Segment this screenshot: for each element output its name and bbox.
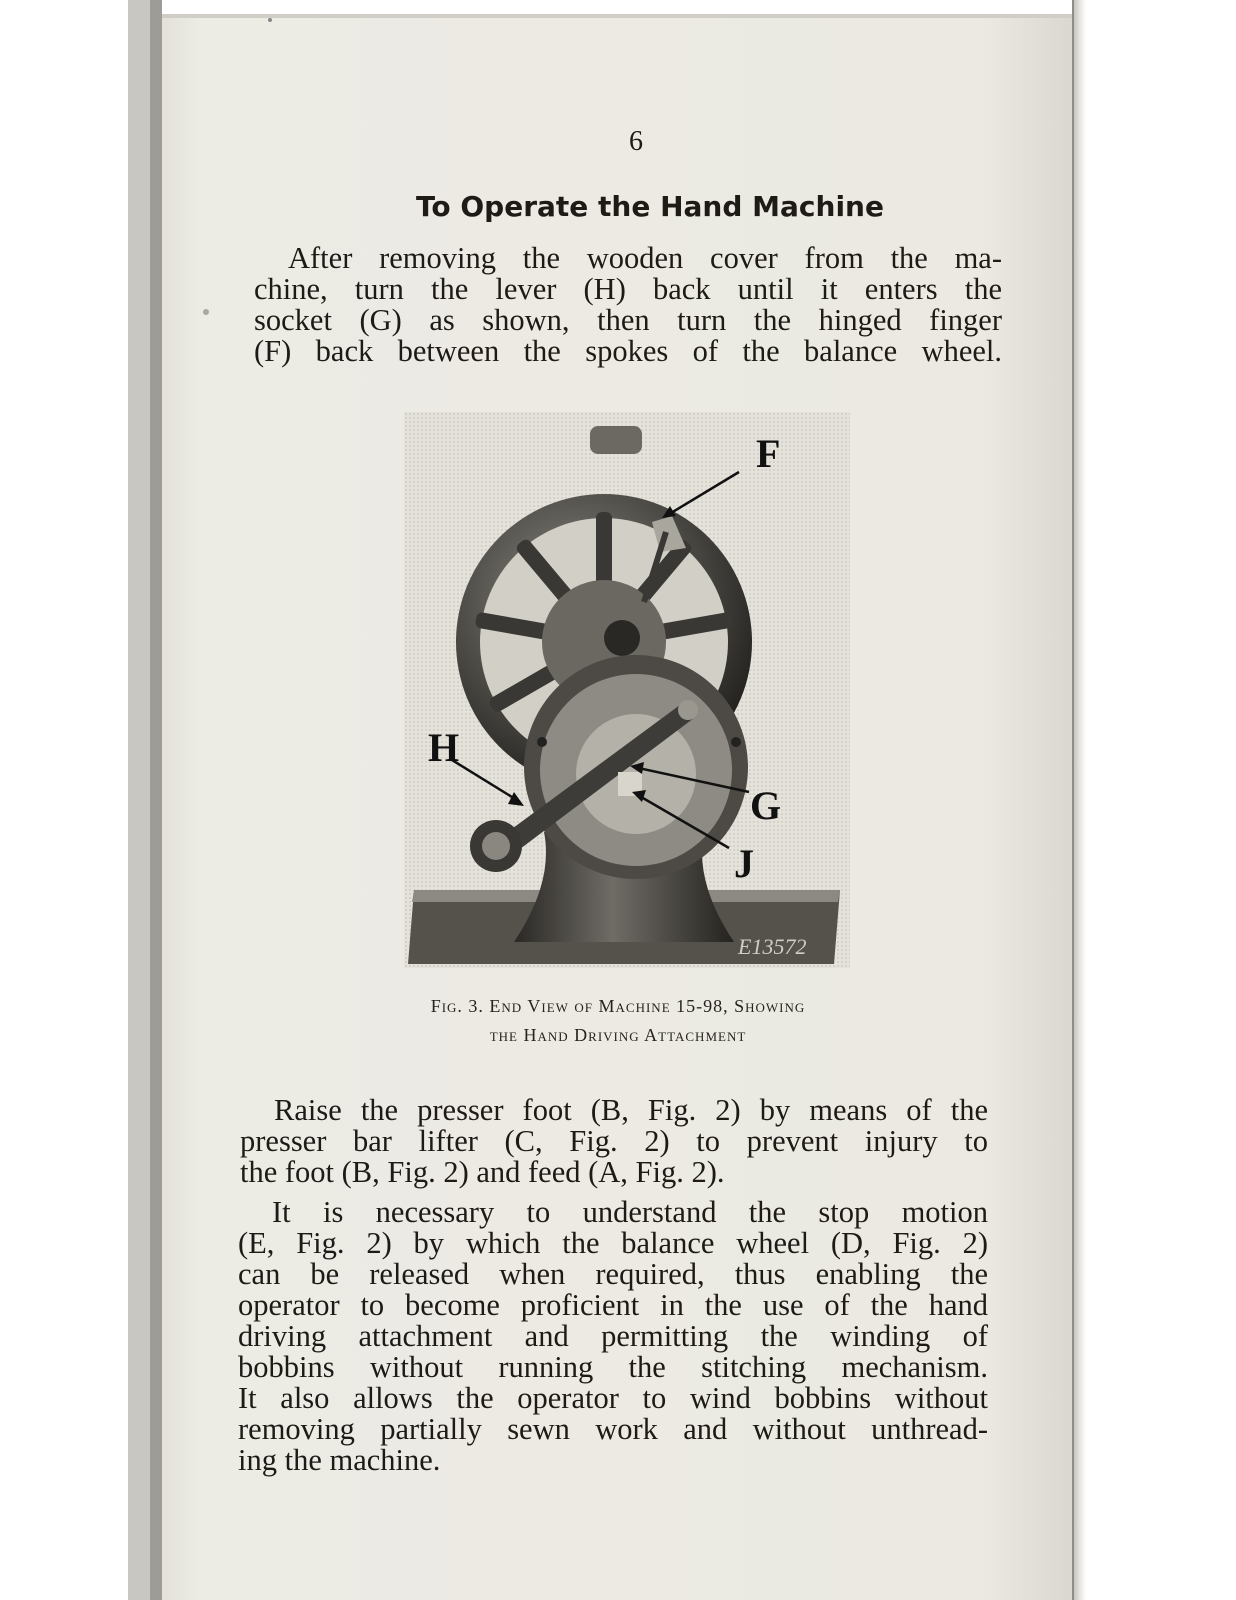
text-line: removing partially sewn work and without unthread- xyxy=(238,1412,988,1446)
text-line: driving attachment and permitting the winding of xyxy=(238,1319,988,1353)
caption-line: Fig. 3. End View of Machine 15-98, Showing xyxy=(430,996,806,1016)
label-h: H xyxy=(428,725,460,770)
text-line: can be released when required, thus enabling the xyxy=(238,1257,988,1291)
paragraph-stop-motion xyxy=(238,1197,988,1476)
text-line: presser bar lifter (C, Fig. 2) to prevent injury to xyxy=(240,1124,988,1158)
paragraph-presser-foot xyxy=(240,1095,988,1188)
text-line: (E, Fig. 2) by which the balance wheel (D, Fig. 2) xyxy=(238,1226,988,1260)
text-line: After removing the wooden cover from the ma- xyxy=(288,241,1002,275)
paragraph-intro xyxy=(254,243,1002,367)
figure-machine-end-view xyxy=(404,412,850,968)
text-line: socket (G) as shown, then turn the hinged finger xyxy=(254,303,1002,337)
text-line: ing the machine. xyxy=(238,1443,441,1477)
label-j: J xyxy=(734,841,754,886)
label-f: F xyxy=(756,431,781,476)
figure-caption xyxy=(0,992,1236,1050)
text-line: operator to become proficient in the use of the hand xyxy=(238,1288,988,1322)
caption-line: the Hand Driving Attachment xyxy=(489,1025,747,1045)
label-g: G xyxy=(750,783,782,828)
machine-illustration xyxy=(404,412,850,968)
text-line: the foot (B, Fig. 2) and feed (A, Fig. 2). xyxy=(240,1155,725,1189)
text-line: It is necessary to understand the stop motion xyxy=(272,1195,988,1229)
plate-number: E13572 xyxy=(738,934,807,959)
text-line: Raise the presser foot (B, Fig. 2) by means of the xyxy=(274,1093,988,1127)
text-line: chine, turn the lever (H) back until it enters the xyxy=(254,272,1002,306)
text-line: bobbins without running the stitching mechanism. xyxy=(238,1350,988,1384)
page-number: 6 xyxy=(629,126,643,157)
text-line: (F) back between the spokes of the balance wheel. xyxy=(254,334,1002,368)
section-title: To Operate the Hand Machine xyxy=(416,190,884,223)
text-line: It also allows the operator to wind bobbins without xyxy=(238,1381,988,1415)
